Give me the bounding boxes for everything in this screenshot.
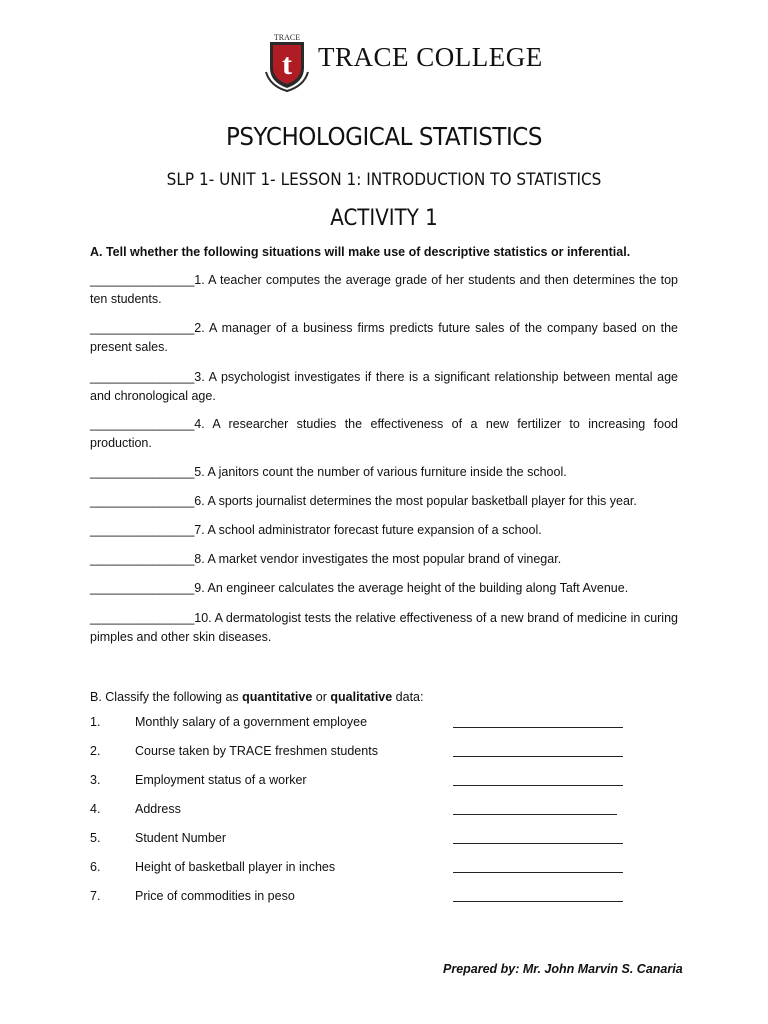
item-number: 2.: [90, 744, 101, 758]
section-b-item: [90, 715, 680, 735]
answer-line[interactable]: [453, 872, 623, 873]
brand-name: TRACE COLLEGE: [318, 42, 543, 72]
page-title: PSYCHOLOGICAL STATISTICS: [225, 122, 543, 151]
item-number: 5.: [90, 831, 101, 845]
answer-line[interactable]: [453, 901, 623, 902]
item-text: Monthly salary of a government employee: [135, 715, 368, 729]
item-text: Student Number: [135, 831, 227, 845]
answer-line[interactable]: [453, 843, 623, 844]
section-a-item: _______________7. A school administrator forecast future expansion of a school.: [90, 523, 542, 537]
item-text: Address: [135, 802, 181, 816]
section-a-item: _______________2. A manager of a business firms predicts future sales of the company based on the present sales.: [90, 321, 678, 354]
section-b-item: [90, 889, 680, 909]
section-b-instruction: [90, 688, 678, 706]
activity-title: ACTIVITY 1: [330, 206, 438, 231]
section-a-item: _______________8. A market vendor investigates the most popular brand of vinegar.: [90, 552, 562, 566]
section-b-item: [90, 831, 680, 851]
section-b-item: [90, 744, 680, 764]
section-a-item: _______________6. A sports journalist determines the most popular basketball player for this year.: [90, 494, 637, 508]
section-a-item: _______________1. A teacher computes the average grade of her students and then determines the top ten students.: [90, 273, 678, 306]
section-b-instruction-post: data:: [392, 690, 424, 704]
section-b-item: [90, 773, 680, 793]
section-a-item: _______________9. An engineer calculates the average height of the building along Taft Avenue.: [90, 581, 629, 595]
prepared-by: Prepared by: Mr. John Marvin S. Canaria: [443, 962, 683, 976]
trace-college-logo-icon: [264, 32, 310, 92]
section-a-item: _______________3. A psychologist investigates if there is a significant relationship between mental age and chronological age.: [90, 370, 678, 403]
answer-line[interactable]: [453, 814, 617, 815]
item-text: Employment status of a worker: [135, 773, 307, 787]
item-number: 6.: [90, 860, 101, 874]
section-b-item: [90, 802, 680, 822]
section-b-keyword-qualitative: qualitative: [330, 690, 393, 704]
item-text: Course taken by TRACE freshmen students: [135, 744, 378, 758]
answer-line[interactable]: [453, 785, 623, 786]
header: [0, 32, 768, 94]
item-text: Height of basketball player in inches: [135, 860, 336, 874]
section-b-keyword-quantitative: quantitative: [242, 690, 313, 704]
section-a-item: _______________4. A researcher studies the effectiveness of a new fertilizer to increasing food production.: [90, 417, 678, 450]
lesson-title: SLP 1- UNIT 1- LESSON 1: INTRODUCTION TO STATISTICS: [166, 170, 602, 190]
section-a-item: _______________10. A dermatologist tests the relative effectiveness of a new brand of medicine in curing pimples and other skin diseases.: [90, 611, 678, 644]
section-a-item: _______________5. A janitors count the number of various furniture inside the school.: [90, 465, 567, 479]
svg-text:TRACE: TRACE: [273, 33, 301, 42]
section-b-item: [90, 860, 680, 880]
svg-text:t: t: [282, 48, 292, 81]
item-number: 3.: [90, 773, 101, 787]
answer-line[interactable]: [453, 727, 623, 728]
item-text: Price of commodities in peso: [135, 889, 295, 903]
section-b-instruction-pre: B. Classify the following as: [90, 690, 243, 704]
section-a-instruction: A. Tell whether the following situations will make use of descriptive statistics or inferential.: [90, 245, 631, 259]
item-number: 7.: [90, 889, 101, 903]
answer-line[interactable]: [453, 756, 623, 757]
item-number: 1.: [90, 715, 101, 729]
section-b-instruction-mid: or: [312, 690, 331, 704]
item-number: 4.: [90, 802, 101, 816]
